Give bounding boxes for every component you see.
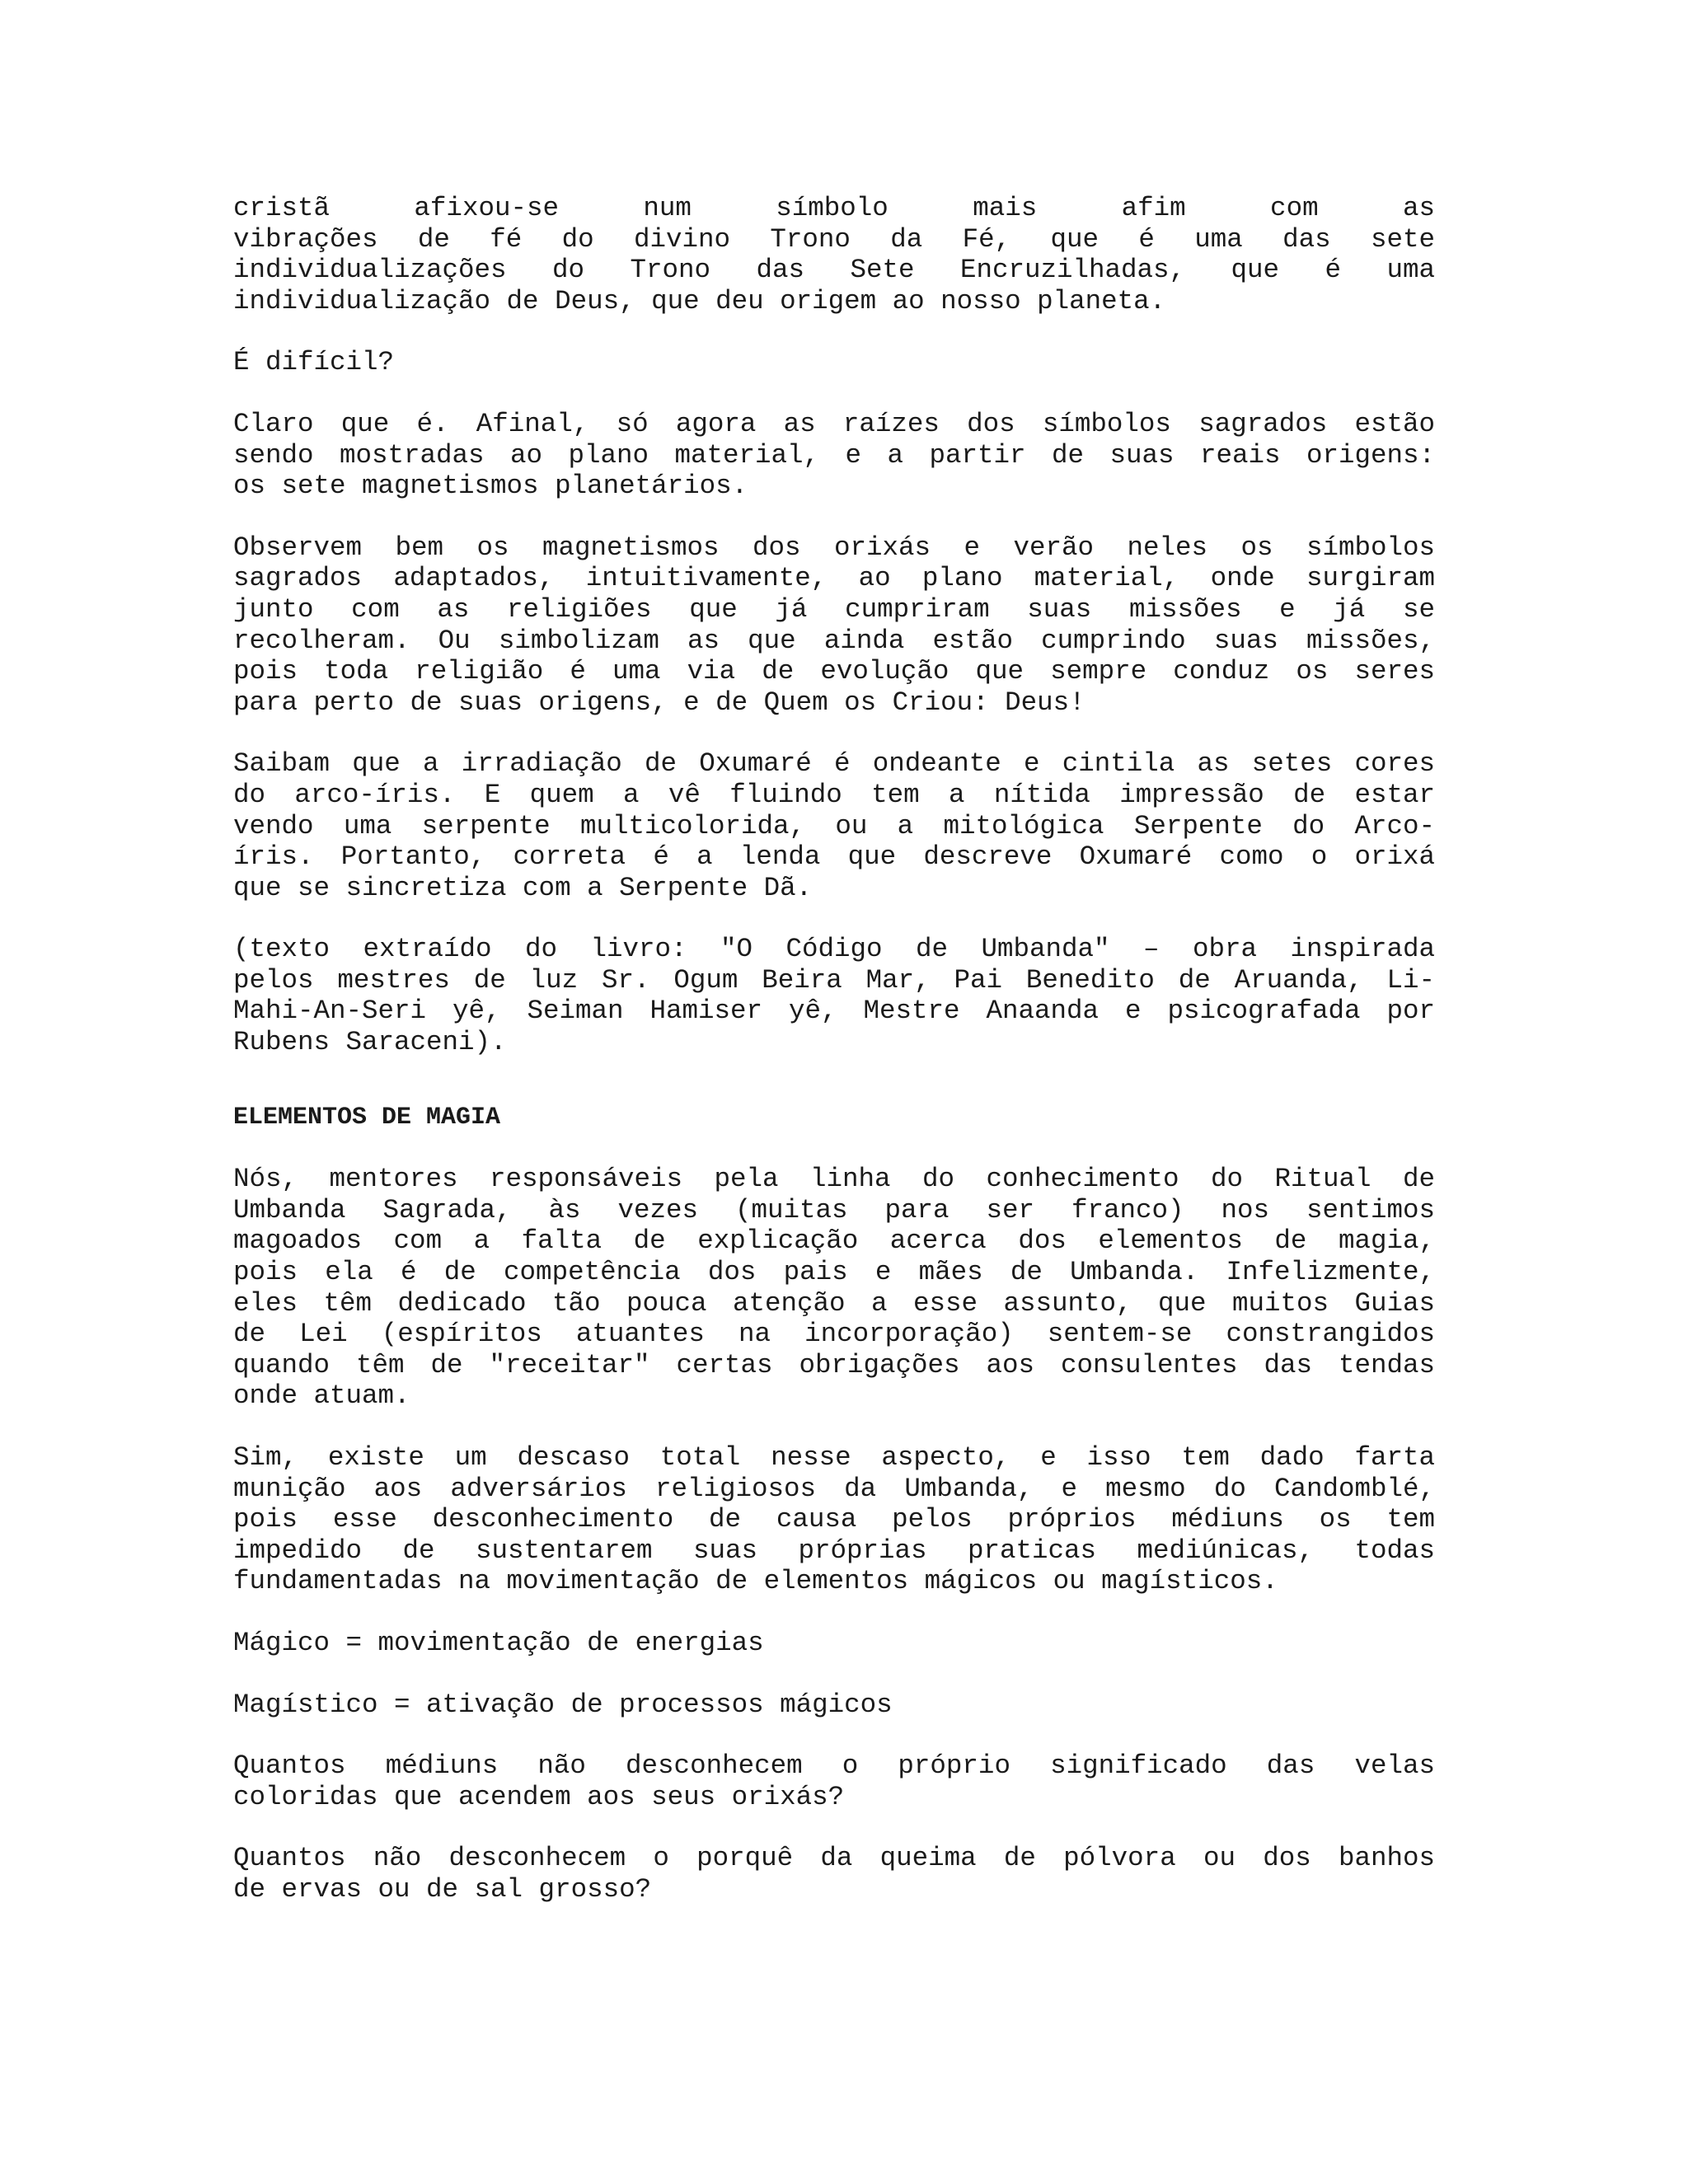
paragraph-line: Saibam que a irradiação de Oxumaré é ondeante e cintila as setes cores (233, 748, 1435, 780)
paragraph-line: Umbanda Sagrada, às vezes (muitas para ser franco) nos sentimos (233, 1194, 1435, 1226)
paragraph (233, 934, 1435, 1057)
paragraph (233, 347, 1435, 378)
paragraph-line: Sim, existe um descaso total nesse aspecto, e isso tem dado farta (233, 1442, 1435, 1473)
paragraph (233, 1442, 1435, 1597)
paragraph-line: pois toda religião é uma via de evolução que sempre conduz os seres (233, 656, 1435, 687)
paragraph-line: Rubens Saraceni). (233, 1027, 507, 1058)
paragraph-line: magoados com a falta de explicação acerca dos elementos de magia, (233, 1226, 1435, 1257)
paragraph-line: Observem bem os magnetismos dos orixás e verão neles os símbolos (233, 532, 1435, 563)
paragraph-line: que se sincretiza com a Serpente Dã. (233, 872, 813, 903)
paragraph-line: Magístico = ativação de processos mágicos (233, 1689, 893, 1720)
paragraph-line: recolheram. Ou simbolizam as que ainda estão cumprindo suas missões, (233, 625, 1435, 656)
paragraph-line: sendo mostradas ao plano material, e a partir de suas reais origens: (233, 439, 1435, 471)
paragraph-line: quando têm de "receitar" certas obrigações aos consulentes das tendas (233, 1349, 1435, 1380)
paragraph-line: Mahi-An-Seri yê, Seiman Hamiser yê, Mestre Anaanda e psicografada por (233, 996, 1435, 1027)
paragraph-line: individualização de Deus, que deu origem ao nosso planeta. (233, 285, 1166, 316)
body-text-before-heading (233, 193, 1435, 1058)
paragraph-line: munição aos adversários religiosos da Umbanda, e mesmo do Candomblé, (233, 1473, 1435, 1504)
paragraph-line: para perto de suas origens, e de Quem os Criou: Deus! (233, 687, 1085, 718)
paragraph (233, 409, 1435, 502)
paragraph-line: íris. Portanto, correta é a lenda que descreve Oxumaré como o orixá (233, 841, 1435, 873)
paragraph-line: Quantos médiuns não desconhecem o próprio significado das velas (233, 1750, 1435, 1782)
paragraph-line: pois esse desconhecimento de causa pelos próprios médiuns os tem (233, 1504, 1435, 1535)
paragraph (233, 1843, 1435, 1905)
paragraph-line: de Lei (espíritos atuantes na incorporação) sentem-se constrangidos (233, 1319, 1435, 1350)
paragraph-line: pelos mestres de luz Sr. Ogum Beira Mar, Pai Benedito de Aruanda, Li- (233, 964, 1435, 996)
paragraph-line: Claro que é. Afinal, só agora as raízes dos símbolos sagrados estão (233, 408, 1435, 439)
paragraph-line: Nós, mentores responsáveis pela linha do conhecimento do Ritual de (233, 1164, 1435, 1195)
paragraph-line: vendo uma serpente multicolorida, ou a mitológica Serpente do Arco- (233, 810, 1435, 841)
paragraph (233, 1750, 1435, 1812)
paragraph-line: Mágico = movimentação de energias (233, 1627, 764, 1658)
paragraph-line: sagrados adaptados, intuitivamente, ao plano material, onde surgiram (233, 563, 1435, 594)
paragraph (233, 1690, 1435, 1721)
section-heading: ELEMENTOS DE MAGIA (233, 1103, 501, 1132)
paragraph (233, 1164, 1435, 1412)
paragraph (233, 1628, 1435, 1659)
paragraph-line: de ervas ou de sal grosso? (233, 1873, 652, 1905)
paragraph (233, 532, 1435, 719)
paragraph-line: vibrações de fé do divino Trono da Fé, que é uma das sete (233, 223, 1435, 255)
paragraph-line: cristã afixou-se num símbolo mais afim com as (233, 193, 1435, 223)
paragraph-line: eles têm dedicado tão pouca atenção a esse assunto, que muitos Guias (233, 1287, 1435, 1319)
paragraph-line: pois ela é de competência dos pais e mães de Umbanda. Infelizmente, (233, 1257, 1435, 1288)
document-page (233, 193, 1435, 1936)
paragraph-line: onde atuam. (233, 1380, 410, 1412)
paragraph (233, 748, 1435, 903)
paragraph-line: os sete magnetismos planetários. (233, 471, 748, 502)
paragraph-line: É difícil? (233, 347, 395, 378)
paragraph-line: (texto extraído do livro: "O Código de Umbanda" – obra inspirada (233, 934, 1435, 965)
paragraph-line: junto com as religiões que já cumpriram suas missões e já se (233, 593, 1435, 625)
paragraph-line: impedido de sustentarem suas próprias praticas mediúnicas, todas (233, 1535, 1435, 1566)
paragraph-line: do arco-íris. E quem a vê fluindo tem a nítida impressão de estar (233, 779, 1435, 810)
paragraph (233, 193, 1435, 316)
paragraph-line: coloridas que acendem aos seus orixás? (233, 1781, 845, 1812)
paragraph-line: Quantos não desconhecem o porquê da queima de pólvora ou dos banhos (233, 1843, 1435, 1874)
paragraph-line: fundamentadas na movimentação de elementos mágicos ou magísticos. (233, 1566, 1278, 1597)
body-text-after-heading (233, 1164, 1435, 1905)
paragraph-line: individualizações do Trono das Sete Encruzilhadas, que é uma (233, 255, 1435, 286)
